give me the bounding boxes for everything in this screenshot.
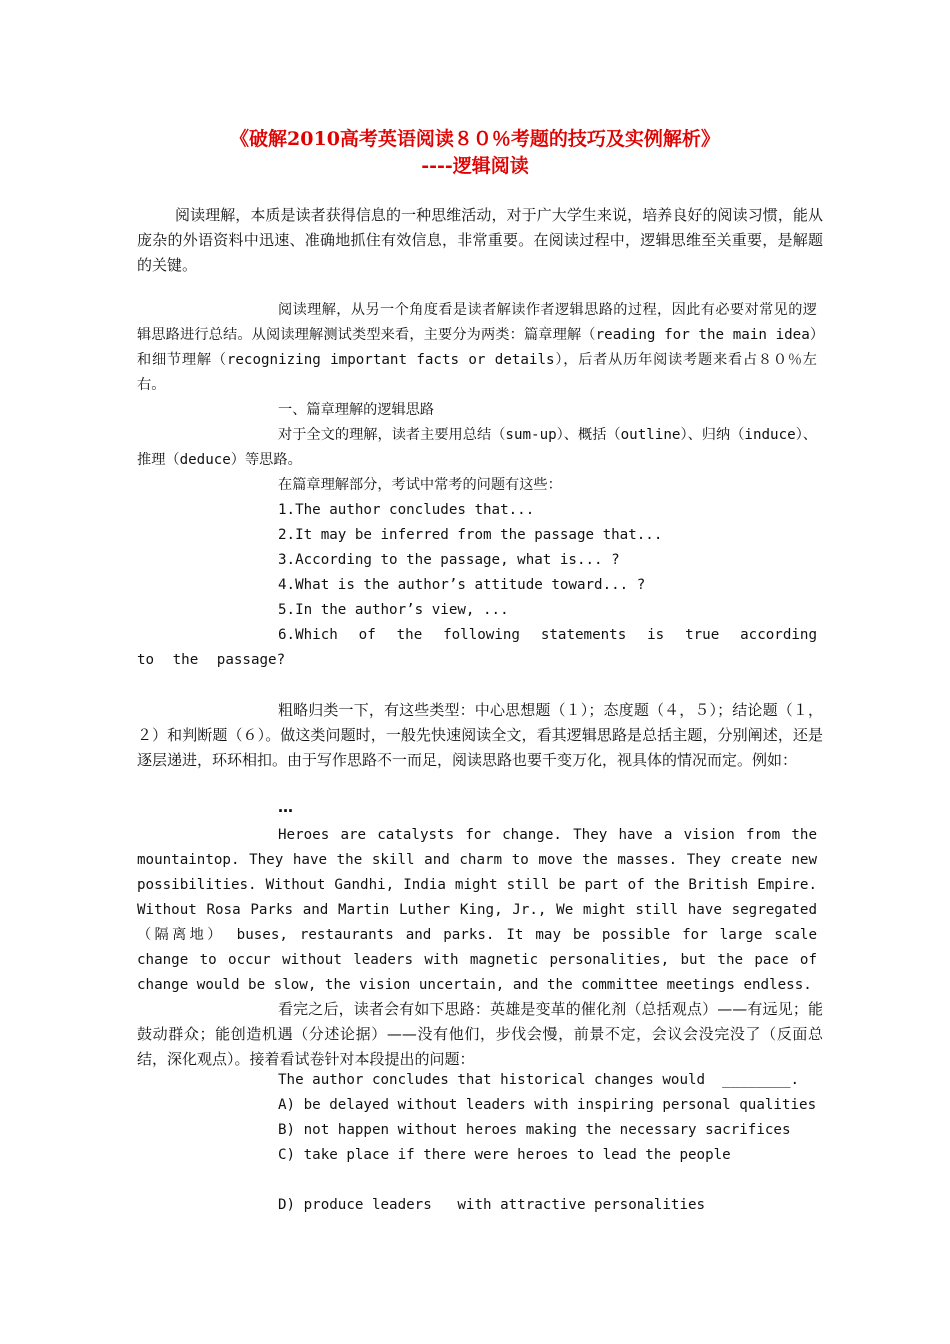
section-heading: 一、篇章理解的逻辑思路	[278, 402, 435, 418]
passage-block	[137, 823, 817, 998]
question-item: 6.Which of the following statements is true according to the passage?	[137, 627, 817, 668]
document-subtitle: ----逻辑阅读	[421, 155, 529, 177]
paragraph-thinking-methods: 对于全文的理解，读者主要用总结（sum-up）、概括（outline）、归纳（induce）、推理（deduce）等思路。	[137, 427, 817, 468]
test-question: The author concludes that historical changes would ________.	[278, 1072, 800, 1088]
paragraph-reading-types: 阅读理解，从另一个角度看是读者解读作者逻辑思路的过程，因此有必要对常见的逻辑思路进行总结。从阅读理解测试类型来看，主要分为两类：篇章理解（reading for the main idea）和细节理解（recognizing important facts or details），后者从历年阅读考题来看占８０％左右。	[137, 302, 817, 393]
ellipsis: …	[278, 798, 293, 816]
option-a: A) be delayed without leaders with inspiring personal qualities	[278, 1097, 817, 1113]
option-b: B) not happen without heroes making the necessary sacrifices	[278, 1122, 791, 1138]
question-item: 2.It may be inferred from the passage that...	[278, 527, 663, 543]
document-title: 《破解2010高考英语阅读８０％考题的技巧及实例解析》	[230, 128, 720, 150]
question-item: 1.The author concludes that...	[278, 502, 535, 518]
paragraph-analysis: 看完之后，读者会有如下思路：英雄是变革的催化剂（总括观点）——有远见；能鼓动群众；能创造机遇（分述论据）——没有他们，步伐会慢，前景不定，会议会没完没了（反面总结，深化观点）。接着看试卷针对本段提出的问题：	[137, 1000, 823, 1068]
paragraph-question-types: 粗略归类一下，有这些类型：中心思想题（１）；态度题（４，５）；结论题（１，２）和判断题（６）。做这类问题时，一般先快速阅读全文，看其逻辑思路是总括主题，分别阐述，还是逐层递进，环环相扣。由于写作思路不一而足，阅读思路也要千变万化，视具体的情况而定。例如：	[137, 701, 823, 769]
option-c: C) take place if there were heroes to lead the people	[278, 1147, 731, 1163]
body-block	[137, 298, 817, 673]
question-item: 5.In the author’s view, ...	[278, 602, 509, 618]
question-item: 3.According to the passage, what is... ?	[278, 552, 620, 568]
paragraph-common-questions: 在篇章理解部分，考试中常考的问题有这些：	[278, 477, 562, 493]
intro-paragraph: 阅读理解，本质是读者获得信息的一种思维活动，对于广大学生来说，培养良好的阅读习惯，能从庞杂的外语资料中迅速、准确地抓住有效信息，非常重要。在阅读过程中，逻辑思维至关重要，是解题的关键。	[137, 206, 823, 274]
example-passage: Heroes are catalysts for change. They have a vision from the mountaintop. They have the skill and charm to move the masses. They create new possibilities. Without Gandhi, India might still be part of the British Empire. Without Rosa Parks and Martin Luther King, Jr., We might still have segregated（隔离地） buses, restaurants and parks. It may be possible for large scale change to occur without leaders with magnetic personalities, but the pace of change would be slow, the vision uncertain, and the committee meetings endless.	[137, 827, 817, 993]
question-item: 4.What is the author’s attitude toward... ?	[278, 577, 646, 593]
option-d: D) produce leaders with attractive personalities	[278, 1197, 706, 1213]
